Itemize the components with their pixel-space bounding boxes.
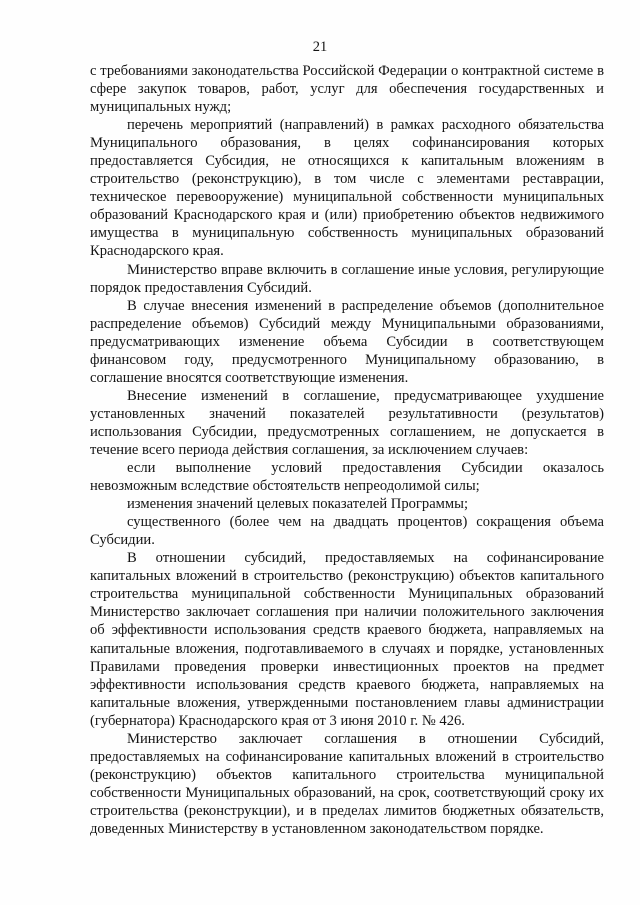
paragraph-ministry-right: Министерство вправе включить в соглашение иные условия, регулирующие порядок предоставления Субсидий.: [90, 261, 604, 296]
paragraph-exception-force-majeure: если выполнение условий предоставления Субсидии оказалось невозможным вследствие обстоятельств непреодолимой силы;: [90, 460, 604, 495]
page-number: 21: [312, 39, 328, 55]
paragraph-distribution-changes: В случае внесения изменений в распределение объемов (дополнительное распределение объемов) Субсидий между Муниципальными образованиями, предусматривающих изменение объема Субсидии в соответствующем финансовом году, предусмотренного Муниципальному образованию, в соглашение вносятся соответствующие изменения.: [90, 297, 604, 386]
paragraph-agreement-changes: Внесение изменений в соглашение, предусматривающее ухудшение установленных значений показателей результативности (результатов) использования Субсидии, предусмотренных соглашением, не допускается в течение всего периода действия соглашения, за исключением случаев:: [90, 387, 604, 458]
document-body: [90, 62, 604, 838]
paragraph-capital-investments: В отношении субсидий, предоставляемых на софинансирование капитальных вложений в строительство (реконструкцию) объектов капитального строительства муниципальной собственности Муниципальных образований Министерство заключает соглашения при наличии положительного заключения об эффективности использования средств краевого бюджета, направляемых на капитальные вложения, подготавливаемого в случаях и порядке, установленных Правилами проведения проверки инвестиционных проектов на предмет эффективности использования средств краевого бюджета, направляемых на капитальные вложения, утвержденными постановлением главы администрации (губернатора) Краснодарского края от 3 июня 2010 г. № 426.: [90, 550, 604, 729]
paragraph-agreement-term: Министерство заключает соглашения в отношении Субсидий, предоставляемых на софинансирование капитальных вложений в строительство (реконструкцию) объектов капитального строительства муниципальной собственности Муниципальных образований, на срок, соответствующий сроку их строительства (реконструкции), и в пределах лимитов бюджетных обязательств, доведенных Министерству в установленном законодательством порядке.: [90, 730, 604, 837]
paragraph-continuation: с требованиями законодательства Российской Федерации о контрактной системе в сфере закупок товаров, работ, услуг для обеспечения государственных и муниципальных нужд;: [90, 63, 604, 116]
paragraph-activities-list: перечень мероприятий (направлений) в рамках расходного обязательства Муниципального образования, в целях софинансирования которых предоставляется Субсидия, не относящихся к капитальным вложениям в строительство (реконструкцию), в том числе с элементами реставрации, техническое перевооружение) муниципальной собственности муниципальных образований Краснодарского края и (или) приобретению объектов недвижимого имущества в муниципальную собственность муниципальных образований Краснодарского края.: [90, 117, 604, 260]
paragraph-exception-reduction: существенного (более чем на двадцать процентов) сокращения объема Субсидии.: [90, 514, 604, 549]
paragraph-exception-target-indicators: изменения значений целевых показателей Программы;: [127, 496, 469, 513]
